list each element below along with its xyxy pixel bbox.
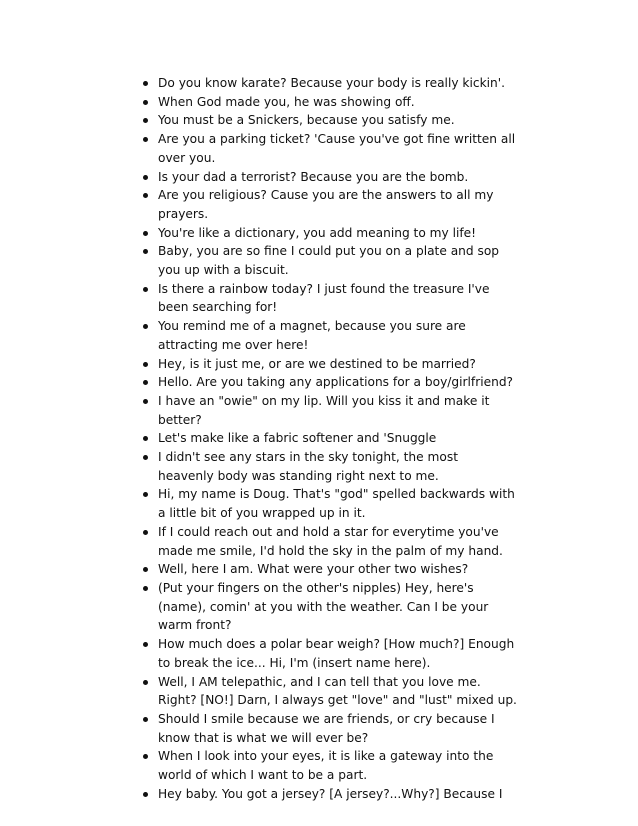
bullet-icon [143, 680, 148, 685]
bullet-icon [143, 567, 148, 572]
pickup-lines-list [137, 74, 517, 803]
bullet-icon [143, 287, 148, 292]
list-item-text: You're like a dictionary, you add meaning to my life! [158, 225, 477, 240]
list-item-text: Hi, my name is Doug. That's "god" spelled backwards with a little bit of you wrapped up in it. [158, 487, 515, 521]
list-item [137, 355, 517, 374]
bullet-icon [143, 380, 148, 385]
list-item [137, 74, 517, 93]
bullet-icon [143, 586, 148, 591]
list-item-text: When I look into your eyes, it is like a gateway into the world of which I want to be a part. [158, 749, 494, 783]
bullet-icon [143, 362, 148, 367]
list-item [137, 130, 517, 167]
list-item [137, 224, 517, 243]
list-item-text: Baby, you are so fine I could put you on a plate and sop you up with a biscuit. [158, 244, 500, 278]
bullet-icon [143, 754, 148, 759]
list-item [137, 710, 517, 747]
list-item [137, 429, 517, 448]
list-item-text: Are you religious? Cause you are the answers to all my prayers. [158, 188, 494, 221]
list-item [137, 93, 517, 112]
bullet-icon [143, 792, 148, 797]
bullet-icon [143, 175, 148, 180]
list-item [137, 168, 517, 187]
list-item [137, 317, 517, 354]
list-item [137, 635, 517, 672]
list-item [137, 448, 517, 485]
list-item-text: Let's make like a fabric softener and 'Snuggle [158, 431, 437, 446]
list-item-text: You remind me of a magnet, because you sure are attracting me over here! [158, 319, 466, 352]
list-item [137, 280, 517, 317]
bullet-icon [143, 118, 148, 123]
bullet-icon [143, 81, 148, 86]
list-item [137, 373, 517, 392]
list-item [137, 579, 517, 635]
list-item-text: (Put your fingers on the other's nipples) Hey, here's (name), comin' at you with the weather. Can I be your warm front? [158, 580, 489, 633]
list-item-text: Is there a rainbow today? I just found the treasure I've been searching for! [158, 281, 490, 315]
list-item [137, 485, 517, 522]
list-item-text: You must be a Snickers, because you satisfy me. [158, 113, 455, 128]
list-item [137, 747, 517, 784]
list-item [137, 523, 517, 560]
bullet-icon [143, 137, 148, 142]
list-item-text: How much does a polar bear weigh? [How much?] Enough to break the ice... Hi, I'm (insert name here). [158, 637, 515, 670]
list-item [137, 242, 517, 279]
list-item [137, 673, 517, 710]
bullet-icon [143, 249, 148, 254]
list-item-text: I have an "owie" on my lip. Will you kiss it and make it better? [158, 393, 490, 427]
list-item-text: Hey baby. You got a jersey? [A jersey?...Why?] Because I [158, 786, 503, 801]
bullet-icon [143, 324, 148, 329]
list-item-text: I didn't see any stars in the sky tonight, the most heavenly body was standing right next to me. [158, 450, 458, 483]
list-item-text: Well, here I am. What were your other two wishes? [158, 562, 469, 577]
list-item-text: Hello. Are you taking any applications for a boy/girlfriend? [158, 375, 514, 390]
list-item [137, 785, 517, 804]
list-item-text: Is your dad a terrorist? Because you are the bomb. [158, 169, 469, 184]
list-item [137, 111, 517, 130]
bullet-icon [143, 717, 148, 722]
bullet-icon [143, 100, 148, 105]
list-item-text: Should I smile because we are friends, or cry because I know that is what we will ever be? [158, 711, 495, 745]
list-item-text: Hey, is it just me, or are we destined to be married? [158, 356, 476, 371]
list-item [137, 392, 517, 429]
bullet-icon [143, 455, 148, 460]
bullet-icon [143, 642, 148, 647]
list-item-text: Do you know karate? Because your body is really kickin'. [158, 76, 505, 90]
list-item [137, 560, 517, 579]
bullet-icon [143, 231, 148, 236]
bullet-icon [143, 492, 148, 497]
list-item-text: When God made you, he was showing off. [158, 94, 415, 109]
bullet-icon [143, 193, 148, 198]
bullet-icon [143, 436, 148, 441]
list-item-text: If I could reach out and hold a star for everytime you've made me smile, I'd hold the sky in the palm of my hand. [158, 524, 503, 558]
list-item [137, 186, 517, 223]
bullet-icon [143, 399, 148, 404]
list-item-text: Are you a parking ticket? 'Cause you've got fine written all over you. [158, 132, 516, 165]
bullet-icon [143, 530, 148, 535]
list-item-text: Well, I AM telepathic, and I can tell that you love me. Right? [NO!] Darn, I always get "love" and "lust" mixed up. [158, 674, 517, 708]
